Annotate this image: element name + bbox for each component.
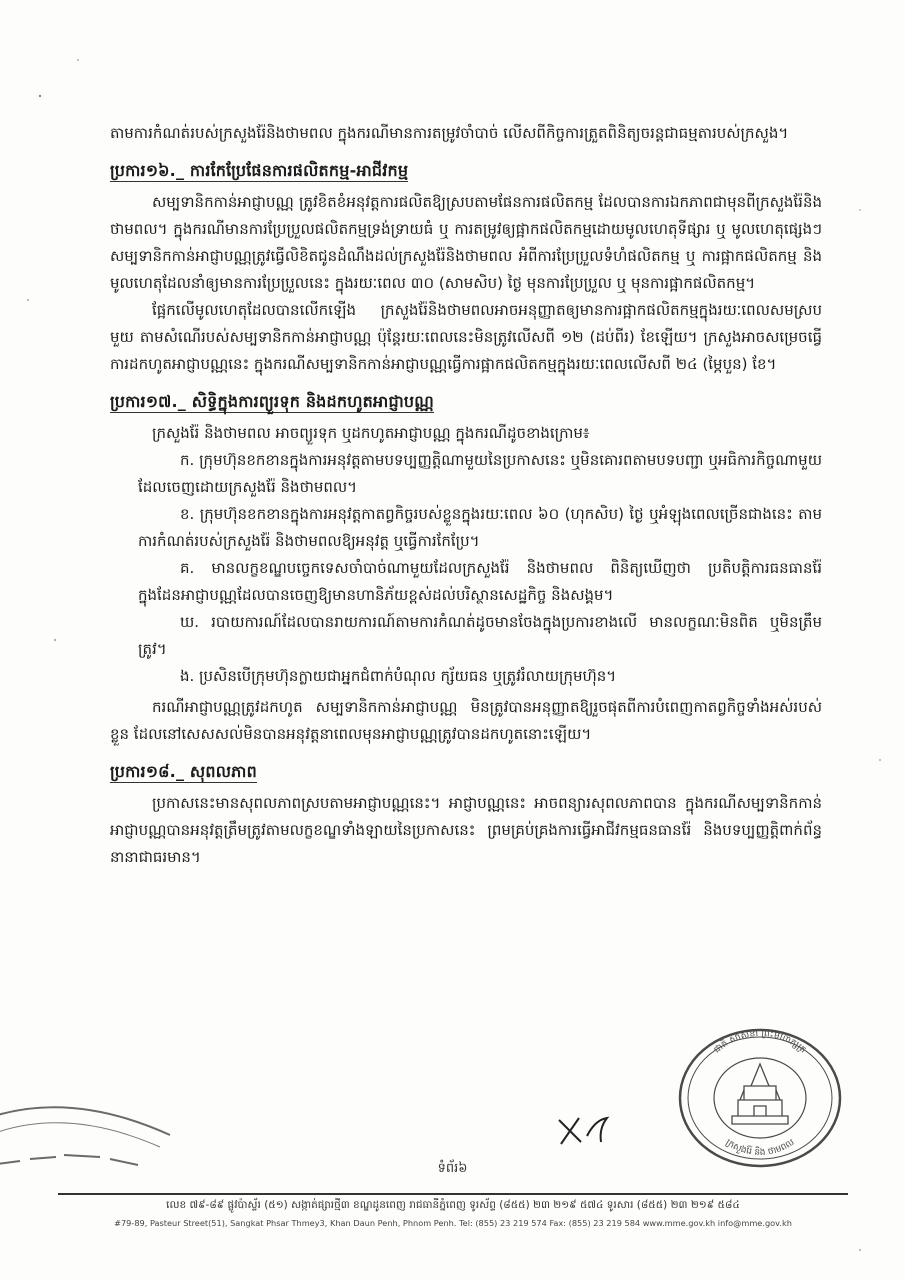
article-17-title: ប្រការ១៧._ សិទ្ធិក្នុងការព្យួរទុក និងដកហូតអាជ្ញាបណ្ណ [110, 392, 434, 411]
svg-text:ជាតិ សាសនា ព្រះមហាក្សត្រ: ជាតិ សាសនា ព្រះមហាក្សត្រ [712, 1028, 808, 1056]
article-18-paragraph: ប្រកាសនេះមានសុពលភាពស្របតាមអាជ្ញាបណ្ណនេះ។ អាជ្ញាបណ្ណនេះ អាចពន្យារសុពលភាពបាន ក្នុងករណីសម្បទានិកកាន់អាជ្ញាបណ្ណបានអនុវត្តត្រឹមត្រូវតាមលក្ខខណ្ឌទាំងឡាយនៃប្រកាសនេះ ព្រមគ្រប់គ្រងការធ្វើអាជីវកម្មធនធានរ៉ែ និងបទប្បញ្ញត្តិពាក់ព័ន្ធនានាជាធរមាន។ [110, 794, 822, 866]
footer-address-english: #79-89, Pasteur Street(51), Sangkat Phsar Thmey3, Khan Daun Penh, Phnom Penh. Tel: (855) 23 219 574 Fax: (855) 23 219 584 www.mme.gov.kh info@mme.gov.kh [114, 1218, 792, 1228]
article-17-item: ឃ. របាយការណ៍ដែលបានរាយការណ៍តាមការកំណត់ដូចមានចែងក្នុងប្រការខាងលើ មានលក្ខណៈមិនពិត ឬមិនត្រឹមត្រូវ។ [138, 613, 822, 658]
article-17-item: ខ. ក្រុមហ៊ុនខកខានក្នុងការអនុវត្តកាតព្វកិច្ចរបស់ខ្លួនក្នុងរយៈពេល ៦០ (ហុកសិប) ថ្ងៃ ឬអំឡុងពេលច្រើនជាងនេះ តាមការកំណត់របស់ក្រសួងរ៉ែ និងថាមពលឱ្យអនុវត្ត ឬធ្វើការកែប្រែ។ [138, 505, 822, 550]
article-16-paragraph-2: ផ្អែកលើមូលហេតុដែលបានលើកឡើង ក្រសួងរ៉ែនិងថាមពលអាចអនុញ្ញាតឲ្យមានការផ្អាកផលិតកម្មក្នុងរយៈពេលសមស្របមួយ តាមសំណើរបស់សម្បទានិកកាន់អាជ្ញាបណ្ណ ប៉ុន្តែរយៈពេលនេះមិនត្រូវលើសពី ១២ (ដប់ពីរ) ខែឡើយ។ ក្រសួងអាចសម្រេចធ្វើការដកហូតអាជ្ញាបណ្ណនេះ ក្នុងករណីសម្បទានិកកាន់អាជ្ញាបណ្ណធ្វើការផ្អាកផលិតកម្មក្នុងរយៈពេលលើសពី ២៤ (ម្ភៃបួន) ខែ។ [110, 301, 822, 373]
footer-divider [58, 1193, 848, 1195]
article-17-item: គ. មានលក្ខខណ្ឌបច្ចេកទេសចាំបាច់ណាមួយដែលក្រសួងរ៉ែ និងថាមពល ពិនិត្យឃើញថា ប្រតិបត្តិការធនធានរ៉ែក្នុងដែនអាជ្ញាបណ្ណដែលបានចេញឱ្យមានហានិភ័យខ្ពស់ដល់បរិស្ថានសេដ្ឋកិច្ច និងសង្គម។ [138, 559, 822, 604]
article-17-lead: ក្រសួងរ៉ែ និងថាមពល អាចព្យួរទុក ឬដកហូតអាជ្ញាបណ្ណ ក្នុងករណីដូចខាងក្រោម៖ [152, 424, 590, 442]
article-17-item: ក. ក្រុមហ៊ុនខកខានក្នុងការអនុវត្តតាមបទប្បញ្ញត្តិណាមួយនៃប្រកាសនេះ ឬមិនគោរពតាមបទបញ្ជា ឬអធិការកិច្ចណាមួយដែលចេញដោយក្រសួងរ៉ែ និងថាមពល។ [138, 451, 822, 496]
document-body [110, 120, 822, 871]
article-17-closing: ករណីអាជ្ញាបណ្ណត្រូវដកហូត សម្បទានិកកាន់អាជ្ញាបណ្ណ មិនត្រូវបានអនុញ្ញាតឱ្យរួចផុតពីការបំពេញកាតព្វកិច្ចទាំងអស់របស់ខ្លួន ដែលនៅសេសសល់មិនបានអនុវត្តនាពេលមុនអាជ្ញាបណ្ណត្រូវបានដកហូតនោះឡើយ។ [110, 698, 822, 743]
article-16-title: ប្រការ១៦._ ការកែប្រែផែនការផលិតកម្ម-អាជីវកម្ម [110, 161, 409, 180]
page-number: ទំព័រ៦ [437, 1161, 468, 1176]
intro-paragraph: តាមការកំណត់របស់ក្រសួងរ៉ែនិងថាមពល ក្នុងករណីមានការតម្រូវចាំបាច់ លើសពីកិច្ចការត្រួតពិនិត្យចរន្តជាធម្មតារបស់ក្រសួង។ [110, 124, 789, 142]
article-18-title: ប្រការ១៨._ សុពលភាព [110, 762, 257, 781]
ministry-seal [670, 1020, 850, 1170]
article-17-item: ង. ប្រសិនបើក្រុមហ៊ុនក្លាយជាអ្នកជំពាក់បំណុល ក្ស័យធន ឬត្រូវរំលាយក្រុមហ៊ុន។ [180, 667, 617, 685]
temple-emblem-icon [732, 1064, 788, 1124]
svg-text:ក្រសួងរ៉ែ និង ថាមពល: ក្រសួងរ៉ែ និង ថាមពល [723, 1137, 797, 1158]
article-16-paragraph-1: សម្បទានិកកាន់អាជ្ញាបណ្ណ ត្រូវខិតខំអនុវត្តការផលិតឱ្យស្របតាមផែនការផលិតកម្ម ដែលបានការឯកភាពជាមុនពីក្រសួងរ៉ែនិងថាមពល។ ក្នុងករណីមានការប្រែប្រួលផលិតកម្មទ្រង់ទ្រាយធំ ឬ ការតម្រូវឲ្យផ្អាកផលិតកម្មដោយមូលហេតុទីផ្សារ ឬ មូលហេតុផ្សេងៗ សម្បទានិកកាន់អាជ្ញាបណ្ណត្រូវធ្វើលិខិតជូនដំណឹងដល់ក្រសួងរ៉ែនិងថាមពល អំពីការប្រែប្រួលទំហំផលិតកម្ម ឬ ការផ្អាកផលិតកម្ម និងមូលហេតុដែលនាំឲ្យមានការប្រែប្រួលនេះ ក្នុងរយៈពេល ៣០ (សាមសិប) ថ្ងៃ មុនការប្រែប្រួល ឬ មុនការផ្អាកផលិតកម្ម។ [110, 193, 822, 292]
handwritten-signature [555, 1112, 615, 1148]
footer-address-khmer: លេខ ៧៩-៨៩ ផ្លូវប៉ាស្ទ័រ (៥១) សង្កាត់ផ្សារថ្មី៣ ខណ្ឌដូនពេញ រាជធានីភ្នំពេញ ទូរស័ព្ទ (៨៥៥) ២៣ ២១៩ ៥៧៤ ទូរសារ (៨៥៥) ២៣ ២១៩ ៥៨៤ [166, 1199, 740, 1211]
partial-seal [0, 1095, 180, 1215]
